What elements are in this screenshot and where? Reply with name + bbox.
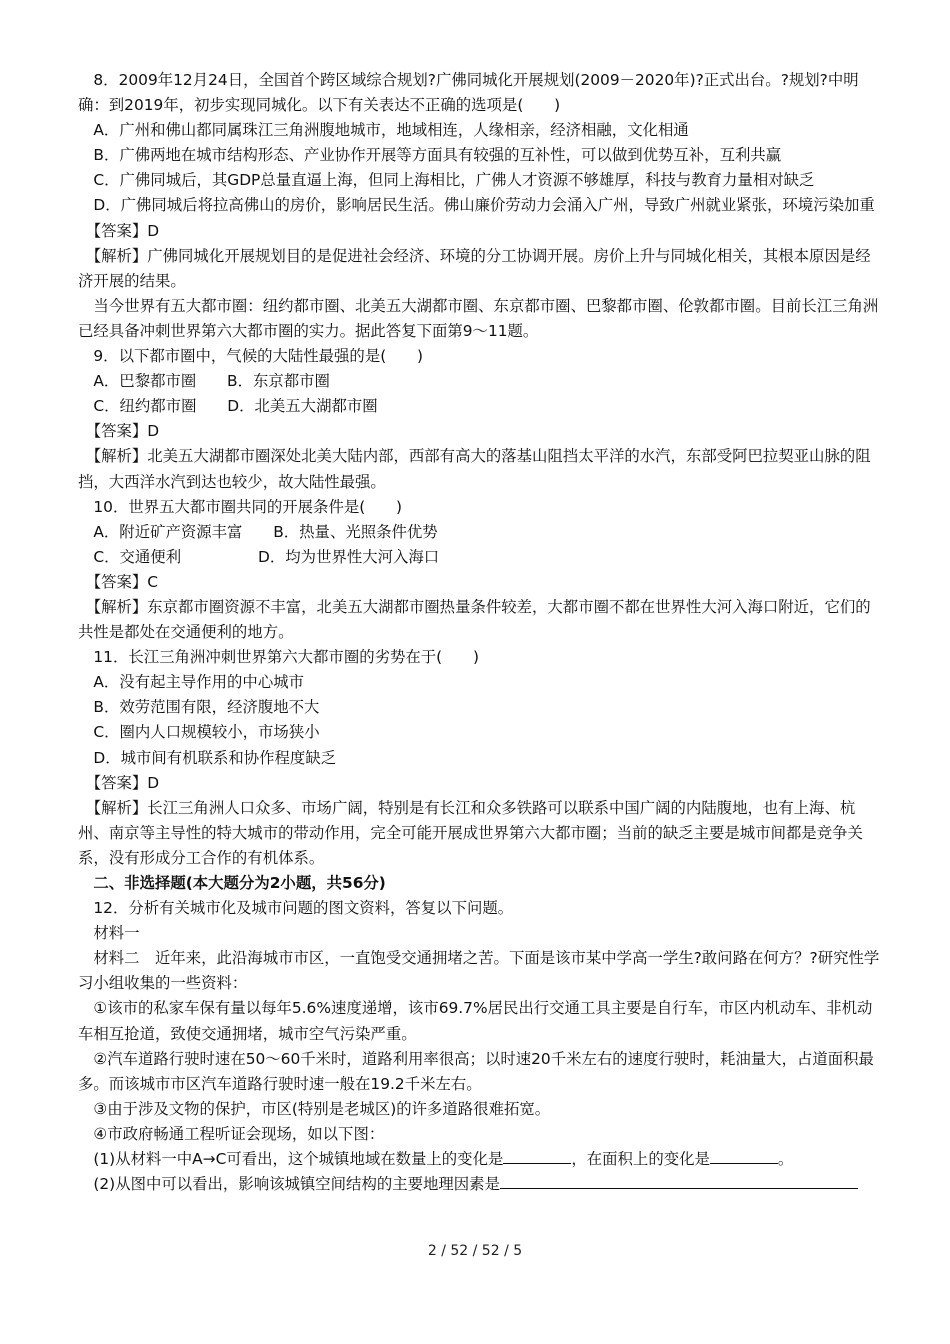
q12-subquestion-1 <box>78 1147 884 1172</box>
q10-options-cd: C．交通便利 D．均为世界性大河入海口 <box>78 547 440 566</box>
q8-analysis: 【解析】广佛同城化开展规划目的是促进社会经济、环境的分工协调开展。房价上升与同城化相关，其根本原因是经济开展的结果。 <box>78 246 871 290</box>
q12-material-1: 材料一 <box>78 924 140 943</box>
q11-option-b: B．效劳范围有限，经济腹地不大 <box>78 698 320 717</box>
q8-answer: 【答案】D <box>78 221 160 240</box>
q8-option-d: D．广佛同城后将拉高佛山的房价，影响居民生活。佛山廉价劳动力会涌入广州，导致广州就业紧张，环境污染加重 <box>78 196 875 215</box>
q12-sub1-part-c: 。 <box>777 1150 794 1169</box>
q10-analysis: 【解析】东京都市圈资源不丰富，北美五大湖都市圈热量条件较差，大都市圈不都在世界性大河入海口附近，它们的共性是都处在交通便利的地方。 <box>78 597 871 642</box>
q12-item-2: ②汽车道路行驶时速在50～60千米时，道路利用率很高；以时速20千米左右的速度行驶时，耗油量大，占道面积最多。而该城市市区汽车道路行驶时速一般在19.2千米左右。 <box>78 1049 874 1093</box>
answer-blank <box>500 1172 858 1189</box>
q8-stem: 8．2009年12月24日，全国首个跨区域综合规划?广佛同城化开展规划(2009－2020年)?正式出台。?规划?中明确：到2019年，初步实现同城化。以下有关表达不正确的选项是( ) <box>78 71 859 115</box>
q10-options-ab: A．附近矿产资源丰富 B．热量、光照条件优势 <box>78 522 438 541</box>
q10-answer: 【答案】C <box>78 572 158 591</box>
answer-blank <box>503 1147 571 1164</box>
q12-stem: 12．分析有关城市化及城市问题的图文资料，答复以下问题。 <box>78 899 514 918</box>
q9-options-cd: C．纽约都市圈 D．北美五大湖都市圈 <box>78 397 378 416</box>
q12-sub1-part-a: (1)从材料一中A→C可看出，这个城镇地域在数量上的变化是 <box>78 1150 504 1169</box>
q12-sub2-part-a: (2)从图中可以看出，影响该城镇空间结构的主要地理因素是 <box>78 1175 500 1194</box>
q12-subquestion-2 <box>78 1172 884 1197</box>
q9-stem: 9．以下都市圈中，气候的大陆性最强的是( ) <box>78 347 424 366</box>
q12-item-1: ①该市的私家车保有量以每年5.6%速度递增，该市69.7%居民出行交通工具主要是自行车，市区内机动车、非机动车相互抢道，致使交通拥堵，城市空气污染严重。 <box>78 999 873 1043</box>
document-body <box>78 68 884 1197</box>
q8-option-a: A．广州和佛山都同属珠江三角洲腹地城市，地域相连，人缘相亲，经济相融，文化相通 <box>78 121 689 140</box>
q11-analysis: 【解析】长江三角洲人口众多、市场广阔，特别是有长江和众多铁路可以联系中国广阔的内陆腹地，也有上海、杭州、南京等主导性的特大城市的带动作用，完全可能开展成世界第六大都市圈；当前的缺乏主要是城市间都是竞争关系，没有形成分工合作的有机体系。 <box>78 798 863 867</box>
q12-item-3: ③由于涉及文物的保护，市区(特别是老城区)的许多道路很难拓宽。 <box>78 1099 551 1118</box>
q9-options-ab: A．巴黎都市圈 B．东京都市圈 <box>78 372 330 391</box>
q11-option-c: C．圈内人口规模较小，市场狭小 <box>78 723 320 742</box>
q12-material-2: 材料二 近年来，此沿海城市市区，一直饱受交通拥堵之苦。下面是该市某中学高一学生?敢问路在何方？?研究性学习小组收集的一些资料： <box>78 949 880 993</box>
q11-answer: 【答案】D <box>78 773 160 792</box>
q8-option-b: B．广佛两地在城市结构形态、产业协作开展等方面具有较强的互补性，可以做到优势互补，互利共赢 <box>78 146 782 165</box>
answer-blank <box>710 1147 778 1164</box>
q9-answer: 【答案】D <box>78 422 160 441</box>
q10-stem: 10．世界五大都市圈共同的开展条件是( ) <box>78 497 403 516</box>
q12-item-4: ④市政府畅通工程听证会现场，如以下图： <box>78 1124 385 1143</box>
section-heading: 二、非选择题(本大题分为2小题，共56分) <box>78 874 386 892</box>
passage-intro: 当今世界有五大都市圈：纽约都市圈、北美五大湖都市圈、东京都市圈、巴黎都市圈、伦敦都市圈。目前长江三角洲已经具备冲刺世界第六大都市圈的实力。据此答复下面第9～11题。 <box>78 296 879 340</box>
page-number: 2 / 52 / 52 / 5 <box>427 1243 523 1259</box>
q11-option-a: A．没有起主导作用的中心城市 <box>78 673 304 692</box>
q11-option-d: D．城市间有机联系和协作程度缺乏 <box>78 748 337 767</box>
q8-option-c: C．广佛同城后，其GDP总量直逼上海，但同上海相比，广佛人才资源不够雄厚，科技与教育力量相对缺乏 <box>78 171 815 190</box>
q12-sub1-part-b: ，在面积上的变化是 <box>571 1150 710 1169</box>
q11-stem: 11．长江三角洲冲刺世界第六大都市圈的劣势在于( ) <box>78 648 479 667</box>
q9-analysis: 【解析】北美五大湖都市圈深处北美大陆内部，西部有高大的落基山阻挡太平洋的水汽，东部受阿巴拉契亚山脉的阻挡，大西洋水汽到达也较少，故大陆性最强。 <box>78 447 871 491</box>
